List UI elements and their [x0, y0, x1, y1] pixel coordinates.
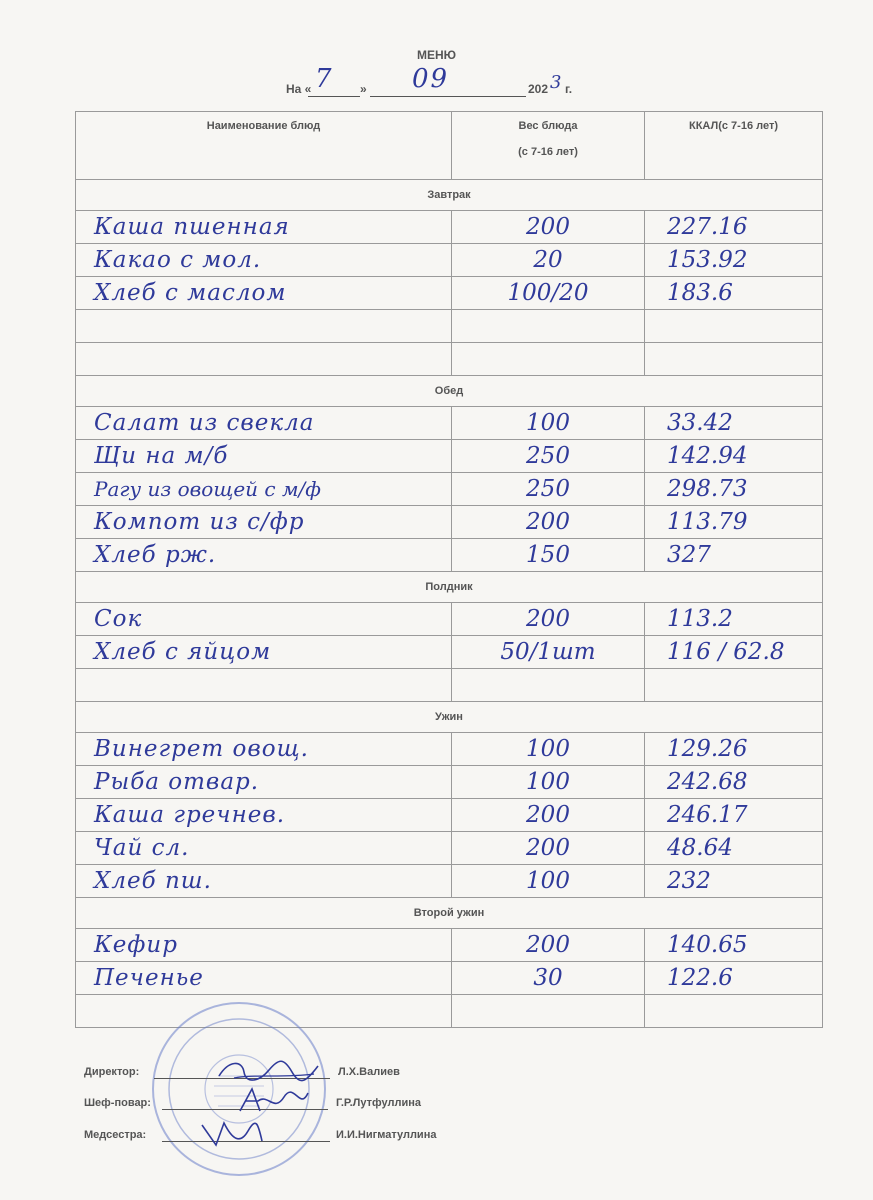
dish-name: Компот из с/фр [76, 506, 452, 539]
nurse-label: Медсестра: [84, 1129, 147, 1141]
dish-kcal: 246.17 [645, 799, 823, 832]
table-row [76, 603, 823, 636]
dish-kcal: 140.65 [645, 929, 823, 962]
dish-name: Каша пшенная [76, 211, 452, 244]
dish-kcal: 153.92 [645, 244, 823, 277]
section-second-dinner: Второй ужин [76, 898, 823, 929]
table-row [76, 506, 823, 539]
dish-kcal: 242.68 [645, 766, 823, 799]
dish-weight: 100 [452, 407, 645, 440]
dish-name: Хлеб с яйцом [76, 636, 452, 669]
table-row [76, 407, 823, 440]
dish-name: Сок [76, 603, 452, 636]
header-kcal: ККАЛ(с 7-16 лет) [645, 112, 823, 180]
dish-name: Рыба отвар. [76, 766, 452, 799]
date-day: 7 [315, 64, 332, 94]
director-label: Директор: [84, 1066, 140, 1078]
dish-name: Хлеб с маслом [76, 277, 452, 310]
dish-name: Хлеб пш. [76, 865, 452, 898]
dish-name: Печенье [76, 962, 452, 995]
table-header-row [76, 112, 823, 180]
month-underline [370, 96, 526, 97]
dish-name: Чай сл. [76, 832, 452, 865]
dish-weight: 100 [452, 766, 645, 799]
dish-kcal: 33.42 [645, 407, 823, 440]
chef-label: Шеф-повар: [84, 1097, 151, 1109]
table-row [76, 636, 823, 669]
date-month: 09 [412, 64, 450, 94]
table-row [76, 473, 823, 506]
table-row [76, 832, 823, 865]
menu-table [75, 111, 823, 1028]
dish-kcal: 227.16 [645, 211, 823, 244]
menu-title: МЕНЮ [416, 48, 457, 62]
chef-name: Г.Р.Лутфуллина [336, 1097, 421, 1109]
table-row [76, 539, 823, 572]
date-prefix: На « [286, 82, 312, 96]
date-year-prefix: 202 [528, 82, 549, 96]
table-row [76, 440, 823, 473]
dish-weight: 200 [452, 211, 645, 244]
table-row [76, 962, 823, 995]
dish-weight: 100 [452, 733, 645, 766]
header-dish-name: Наименование блюд [76, 112, 452, 180]
dish-weight: 200 [452, 799, 645, 832]
dish-kcal: 298.73 [645, 473, 823, 506]
dish-kcal: 327 [645, 539, 823, 572]
dish-name: Какао с мол. [76, 244, 452, 277]
dish-kcal: 48.64 [645, 832, 823, 865]
table-row-empty [76, 310, 823, 343]
date-mid: » [360, 82, 367, 96]
dish-weight: 20 [452, 244, 645, 277]
dish-weight: 100/20 [452, 277, 645, 310]
dish-kcal: 142.94 [645, 440, 823, 473]
table-row [76, 211, 823, 244]
dish-name: Салат из свекла [76, 407, 452, 440]
section-lunch: Обед [76, 376, 823, 407]
dish-weight: 200 [452, 603, 645, 636]
section-dinner: Ужин [76, 702, 823, 733]
table-row [76, 277, 823, 310]
section-breakfast: Завтрак [76, 180, 823, 211]
section-snack: Полдник [76, 572, 823, 603]
dish-weight: 150 [452, 539, 645, 572]
dish-kcal: 183.6 [645, 277, 823, 310]
signature-chef [84, 1097, 421, 1109]
table-row [76, 929, 823, 962]
signature-director [84, 1066, 400, 1078]
dish-weight: 250 [452, 473, 645, 506]
nurse-signature-icon [196, 1115, 266, 1151]
director-name: Л.Х.Валиев [338, 1066, 400, 1078]
dish-name: Каша гречнев. [76, 799, 452, 832]
dish-kcal: 116 / 62.8 [645, 636, 823, 669]
dish-name: Кефир [76, 929, 452, 962]
table-row-empty [76, 669, 823, 702]
dish-weight: 50/1шт [452, 636, 645, 669]
dish-name: Щи на м/б [76, 440, 452, 473]
dish-name: Винегрет овощ. [76, 733, 452, 766]
dish-name: Хлеб рж. [76, 539, 452, 572]
dish-weight: 100 [452, 865, 645, 898]
dish-weight: 30 [452, 962, 645, 995]
table-row [76, 799, 823, 832]
dish-weight: 250 [452, 440, 645, 473]
dish-weight: 200 [452, 832, 645, 865]
dish-kcal: 232 [645, 865, 823, 898]
table-row-empty [76, 343, 823, 376]
table-row [76, 244, 823, 277]
table-row [76, 733, 823, 766]
chef-signature-icon [234, 1083, 314, 1119]
dish-kcal: 113.2 [645, 603, 823, 636]
date-year-digit: 3 [550, 72, 562, 93]
dish-weight: 200 [452, 506, 645, 539]
dish-name: Рагу из овощей с м/ф [76, 473, 452, 506]
dish-kcal: 122.6 [645, 962, 823, 995]
dish-kcal: 113.79 [645, 506, 823, 539]
dish-weight: 200 [452, 929, 645, 962]
table-row [76, 766, 823, 799]
table-row [76, 865, 823, 898]
header-weight: Вес блюда (с 7-16 лет) [452, 112, 645, 180]
dish-kcal: 129.26 [645, 733, 823, 766]
day-underline [308, 96, 360, 97]
nurse-name: И.И.Нигматуллина [336, 1129, 437, 1141]
date-year-suffix: г. [565, 82, 573, 96]
signature-nurse [84, 1129, 437, 1141]
